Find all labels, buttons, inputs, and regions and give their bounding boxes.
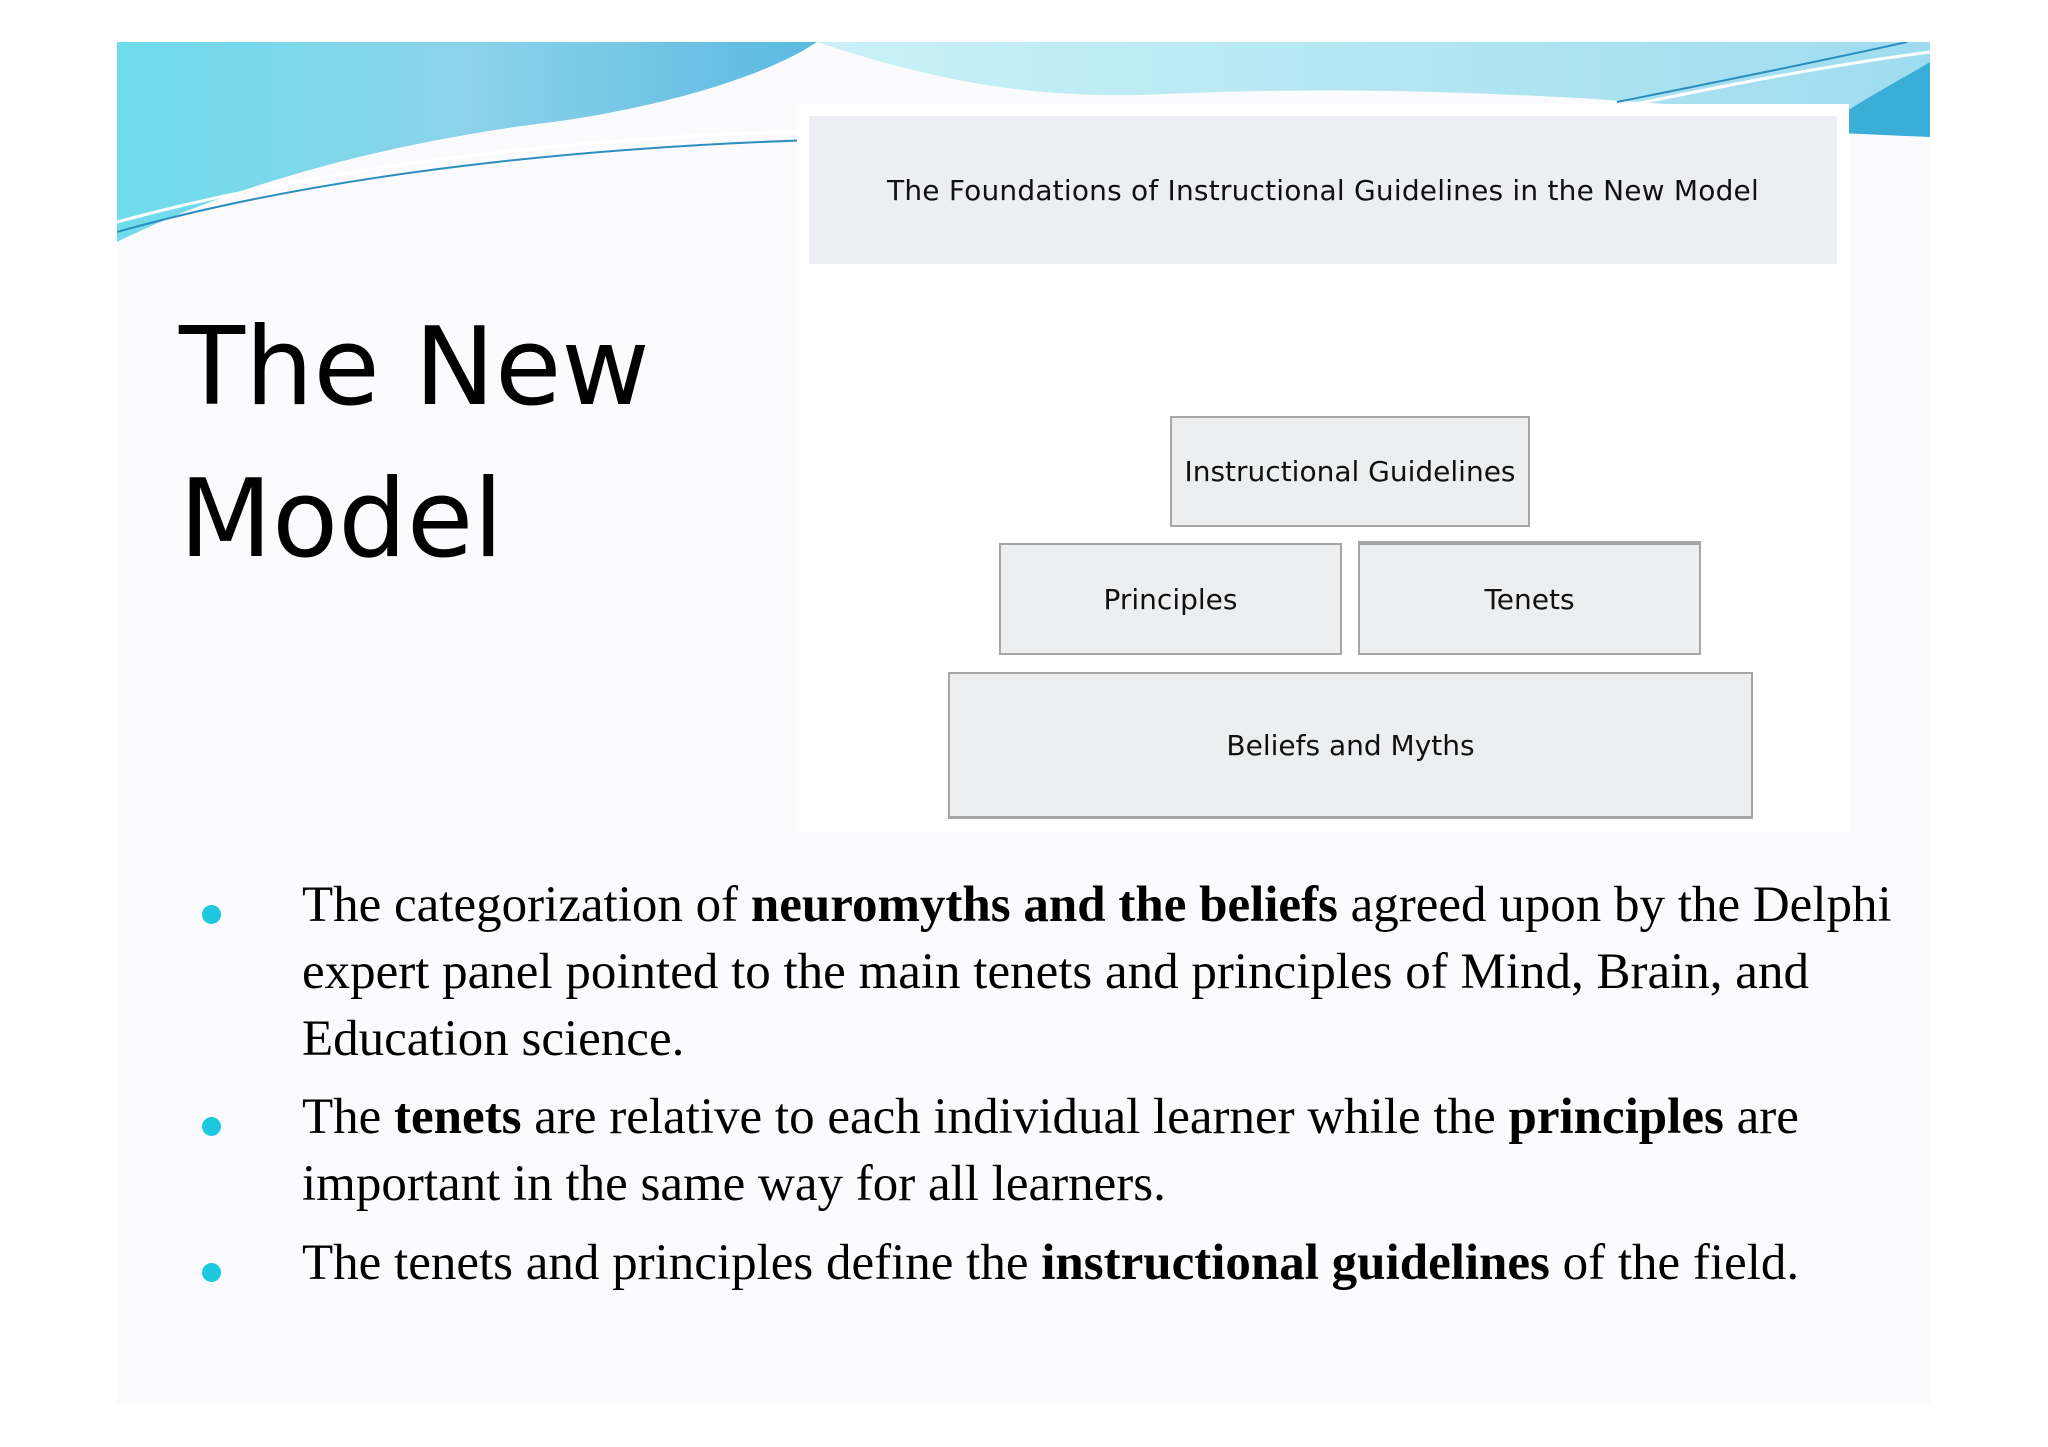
text-run-bold: neuromyths and the beliefs [750,877,1338,933]
text-run: The [302,1089,395,1145]
foundations-diagram [797,104,1849,832]
text-run: The categorization of [302,877,751,933]
principles-box: Principles [999,543,1342,655]
slide-title-line-2: Model [179,457,504,582]
bullet-text [302,1230,1902,1297]
bullet-dot-icon [202,905,221,924]
diagram-header [809,116,1837,264]
bullet-text [302,872,1902,1073]
slide-title-line-1: The New [179,305,650,430]
bullet-dot-icon [202,1117,221,1136]
slide [117,42,1930,1404]
text-run-bold: instructional guidelines [1041,1235,1550,1291]
tenets-box: Tenets [1358,541,1701,655]
bullet-text [302,1084,1902,1218]
slide-title [179,292,739,596]
text-run-bold: tenets [394,1089,522,1145]
beliefs-and-myths-box: Beliefs and Myths [948,672,1753,819]
text-run: are important in the same way for all learners. [302,1089,1799,1212]
text-run: The tenets and principles define the [302,1235,1042,1291]
text-run: are relative to each individual learner while the [521,1089,1509,1145]
text-run-bold: principles [1508,1089,1724,1145]
diagram-title: The Foundations of Instructional Guidelines in the New Model [887,173,1759,207]
text-run: of the field. [1549,1235,1800,1291]
text-run: agreed upon by the Delphi expert panel pointed to the main tenets and principles of Mind, Brain, and Education science. [302,877,1892,1067]
instructional-guidelines-box: Instructional Guidelines [1170,416,1530,527]
bullet-dot-icon [202,1263,221,1282]
